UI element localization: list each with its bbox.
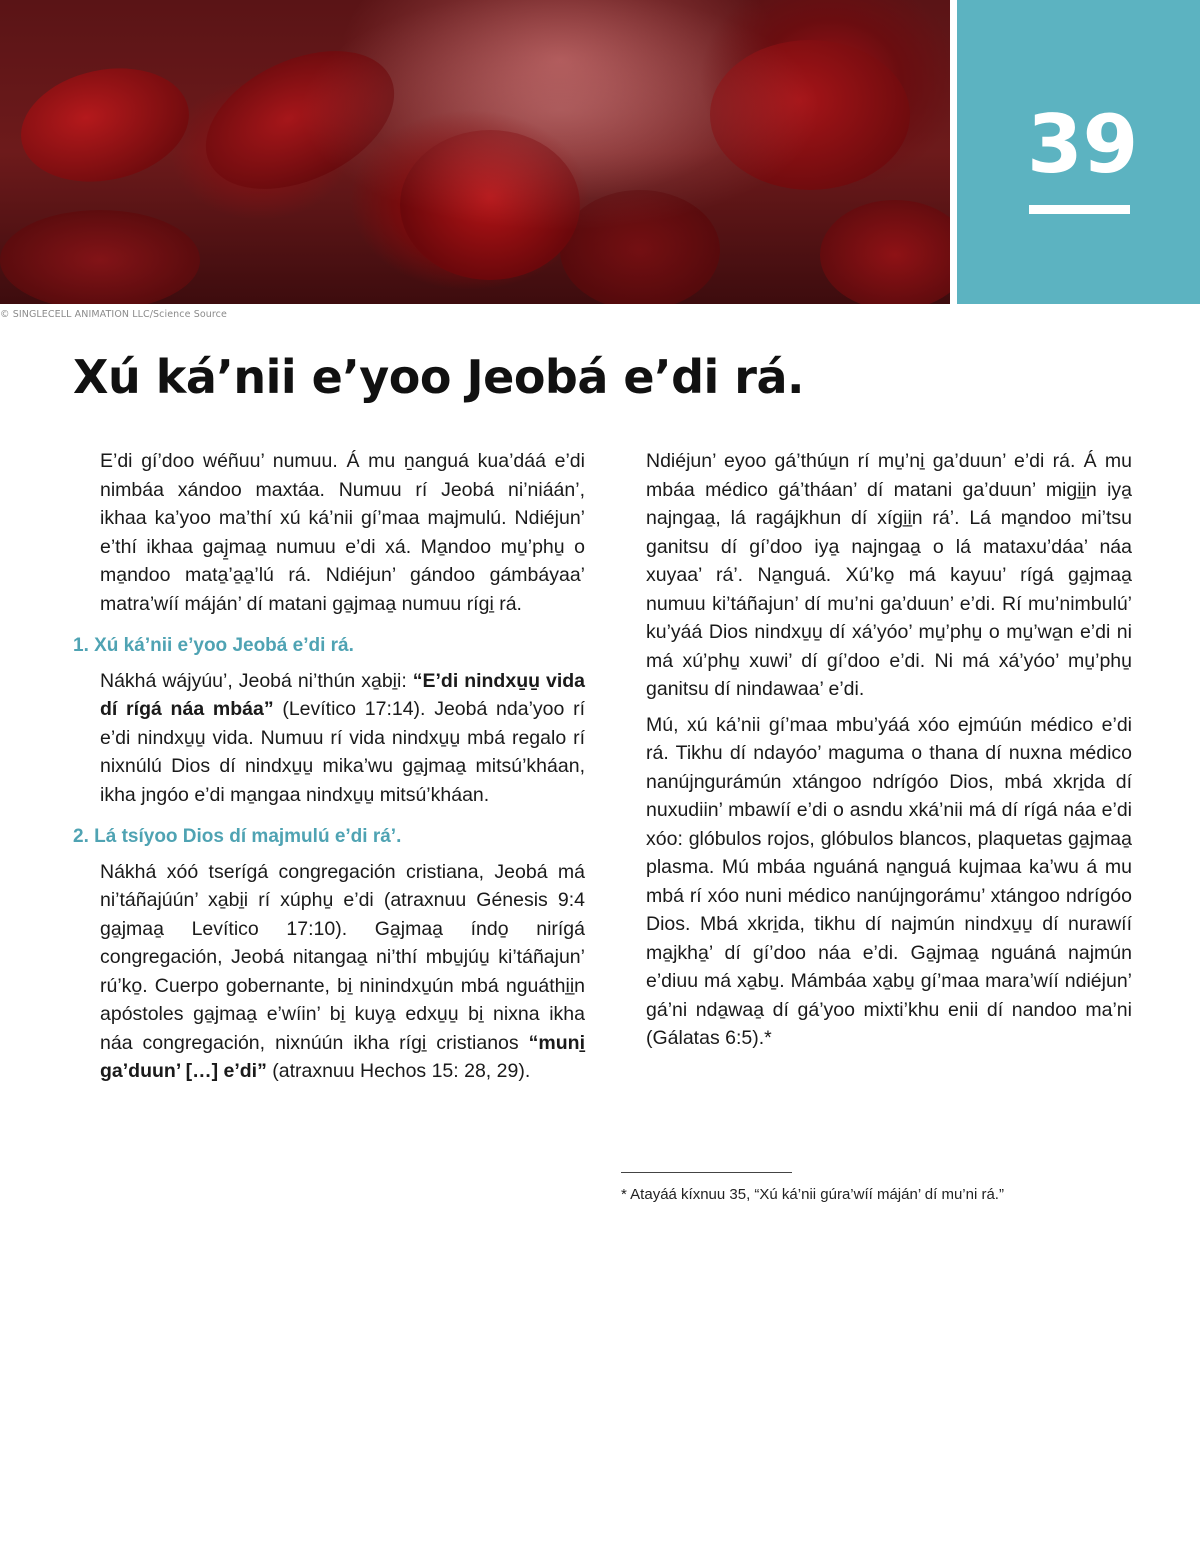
section-1-heading: 1. Xú ká’nii e’yoo Jeobá e’di rá. [73,635,354,656]
section-2-text-b: (atraxnuu Hechos 15: 28, 29). [266,1060,531,1082]
footnote: * Atayáá kíxnuu 35, “Xú ká’nii gúra’wíí máján’ dí mu’ni rá.” [621,1186,1004,1203]
lesson-number-tab [957,0,1200,304]
section-1-text-a: Nákhá wájyúu’, Jeobá ni’thún xa̱bi̱i: [100,669,413,692]
section-1-quote: “E’di nindxu̱u̱ vida dí rígá náa mbáa” [100,669,585,720]
image-credit: © SINGLECELL ANIMATION LLC/Science Source [0,309,227,320]
section-2-heading: 2. Lá tsíyoo Dios dí majmulú e’di rá’. [73,826,402,847]
lesson-number-underline [1029,205,1130,214]
right-paragraph-2: Mú, xú ká’nii gí’maa mbu’yáá xóo ejmúún médico e’di rá. Tikhu dí ndayóo’ maguma o thana dí nuxna médico nanújngurámún xtángoo ndrígóo Dios, mbá xkri̱da dí nuxudiin’ mbawíí e’di o asndu xká’nii má dí rígá náa e’di xóo: glóbulos rojos, glóbulos blancos, plaquetas ga̱jmaa̱ plasma. Mú mbáa nguáná na̱nguá kujmaa ka’wu á mu mbá rí xóo nuni médico nanújngorámu’ xtángoo ndrígóo Dios. Mbá xkri̱da, tikhu dí najmún nindxu̱u̱ dí nurawíí ma̱jkha̱’ dí gí’doo náa e’di. Ga̱jmaa̱ nguáná najmún e’diuu má xa̱bu̱. Mámbáa xa̱bu̱ gí’maa mara’wíí ndiéjun’ gá’ni nda̱waa̱ dí gá’yoo mixti’khu enii dí nandoo ma’ni (Gálatas 6:5).* [646,713,1132,1049]
left-column [73,447,586,1086]
section-2-text-a: Nákhá xóó tserígá congregación cristiana, Jeobá má ni’táñajúún’ xa̱bi̱i rí xúphu̱ e’di (atraxnuu Génesis 9:4 ga̱jmaa̱ Levítico 17:10). Ga̱jmaa̱ índo̱ nirígá congregación, Jeobá nitangaa̱ ni’thí mbu̱júu̱ ki’táñajun’ rú’ko̱. Cuerpo gobernante, bi̱ ninindxu̱ún mbá nguáthi̱i̱n apóstoles ga̱jmaa̱ e’wíin’ bi̱ kuya̱ edxu̱u̱ bi̱ nixna ikha náa congregación, nixnúún ikha rígi̱ cristianos [100,860,585,1054]
section-2-paragraph [100,858,585,1086]
section-1-paragraph [100,667,585,810]
section-2-quote: “muni̱ ga’duun’ […] e’di” [100,1031,585,1082]
footnote-divider [621,1172,792,1173]
page-title: Xú ká’nii e’yoo Jeobá e’di rá. [73,350,804,404]
lesson-number: 39 [1027,98,1139,191]
right-paragraph-1: Ndiéjun’ eyoo gá’thúu̱n rí mu̱’ni̱ ga’duun’ e’di rá. Á mu mbáa médico gá’tháan’ dí matani ga’duun’ migi̱i̱n iya̱ najngaa̱, lá ragájkhun dí xígi̱i̱n rá’. Lá ma̱ndoo mi’tsu ganitsu dí gí’doo iya̱ najngaa̱ o lá mataxu’dáa’ náa xuyaa’ rá’. Na̱nguá. Xú’ko̱ má kayuu’ rígá ga̱jmaa̱ numuu ki’táñajun’ dí mu’ni ga’duun’ e’di. Rí mu’nimbulú’ ku’yáá Dios nindxu̱u̱ dí xá’yóo’ mu̱’phu̱ o mu̱’wa̱n e’di ni má xú’phu̱ xuwi’ dí gí’doo e’di. Ni má xá’yóo’ mu̱’phu̱ ganitsu dí nindawaa’ e’di. [646,450,1132,700]
section-1-text-b: (Levítico 17:14). Jeobá nda’yoo rí e’di nindxu̱u̱ vida. Numuu rí vida nindxu̱u̱ mbá regalo rí nixnúlú Dios dí nindxu̱u̱ mika’wu ga̱jmaa̱ mitsú’kháan, ikha jngóo e’di ma̱ngaa nindxu̱u̱ mitsú’kháan. [100,698,586,806]
right-column [646,447,1132,1060]
hero-image-red-blood-cells [0,0,950,304]
intro-paragraph: E’di gí’doo wéñuu’ numuu. Á mu ṉanguá kua’dáá e’di nimbáa xándoo maxtáa. Numuu rí Jeobá ni’niáán’, ikhaa ka’yoo ma’thí xú ká’nii gí’maa majmulú. Ndiéjun’ e’thí ikhaa gaj̱maa̱ numuu e’di xá. Ma̱ndoo mu̱’phu̱ o ma̱ndoo mata̱’a̱a̱’lú rá. Ndiéjun’ gándoo gámbáyaa’ matra’wíí máján’ dí matani ga̱jmaa̱ numuu rígi̱ rá. [100,450,585,615]
